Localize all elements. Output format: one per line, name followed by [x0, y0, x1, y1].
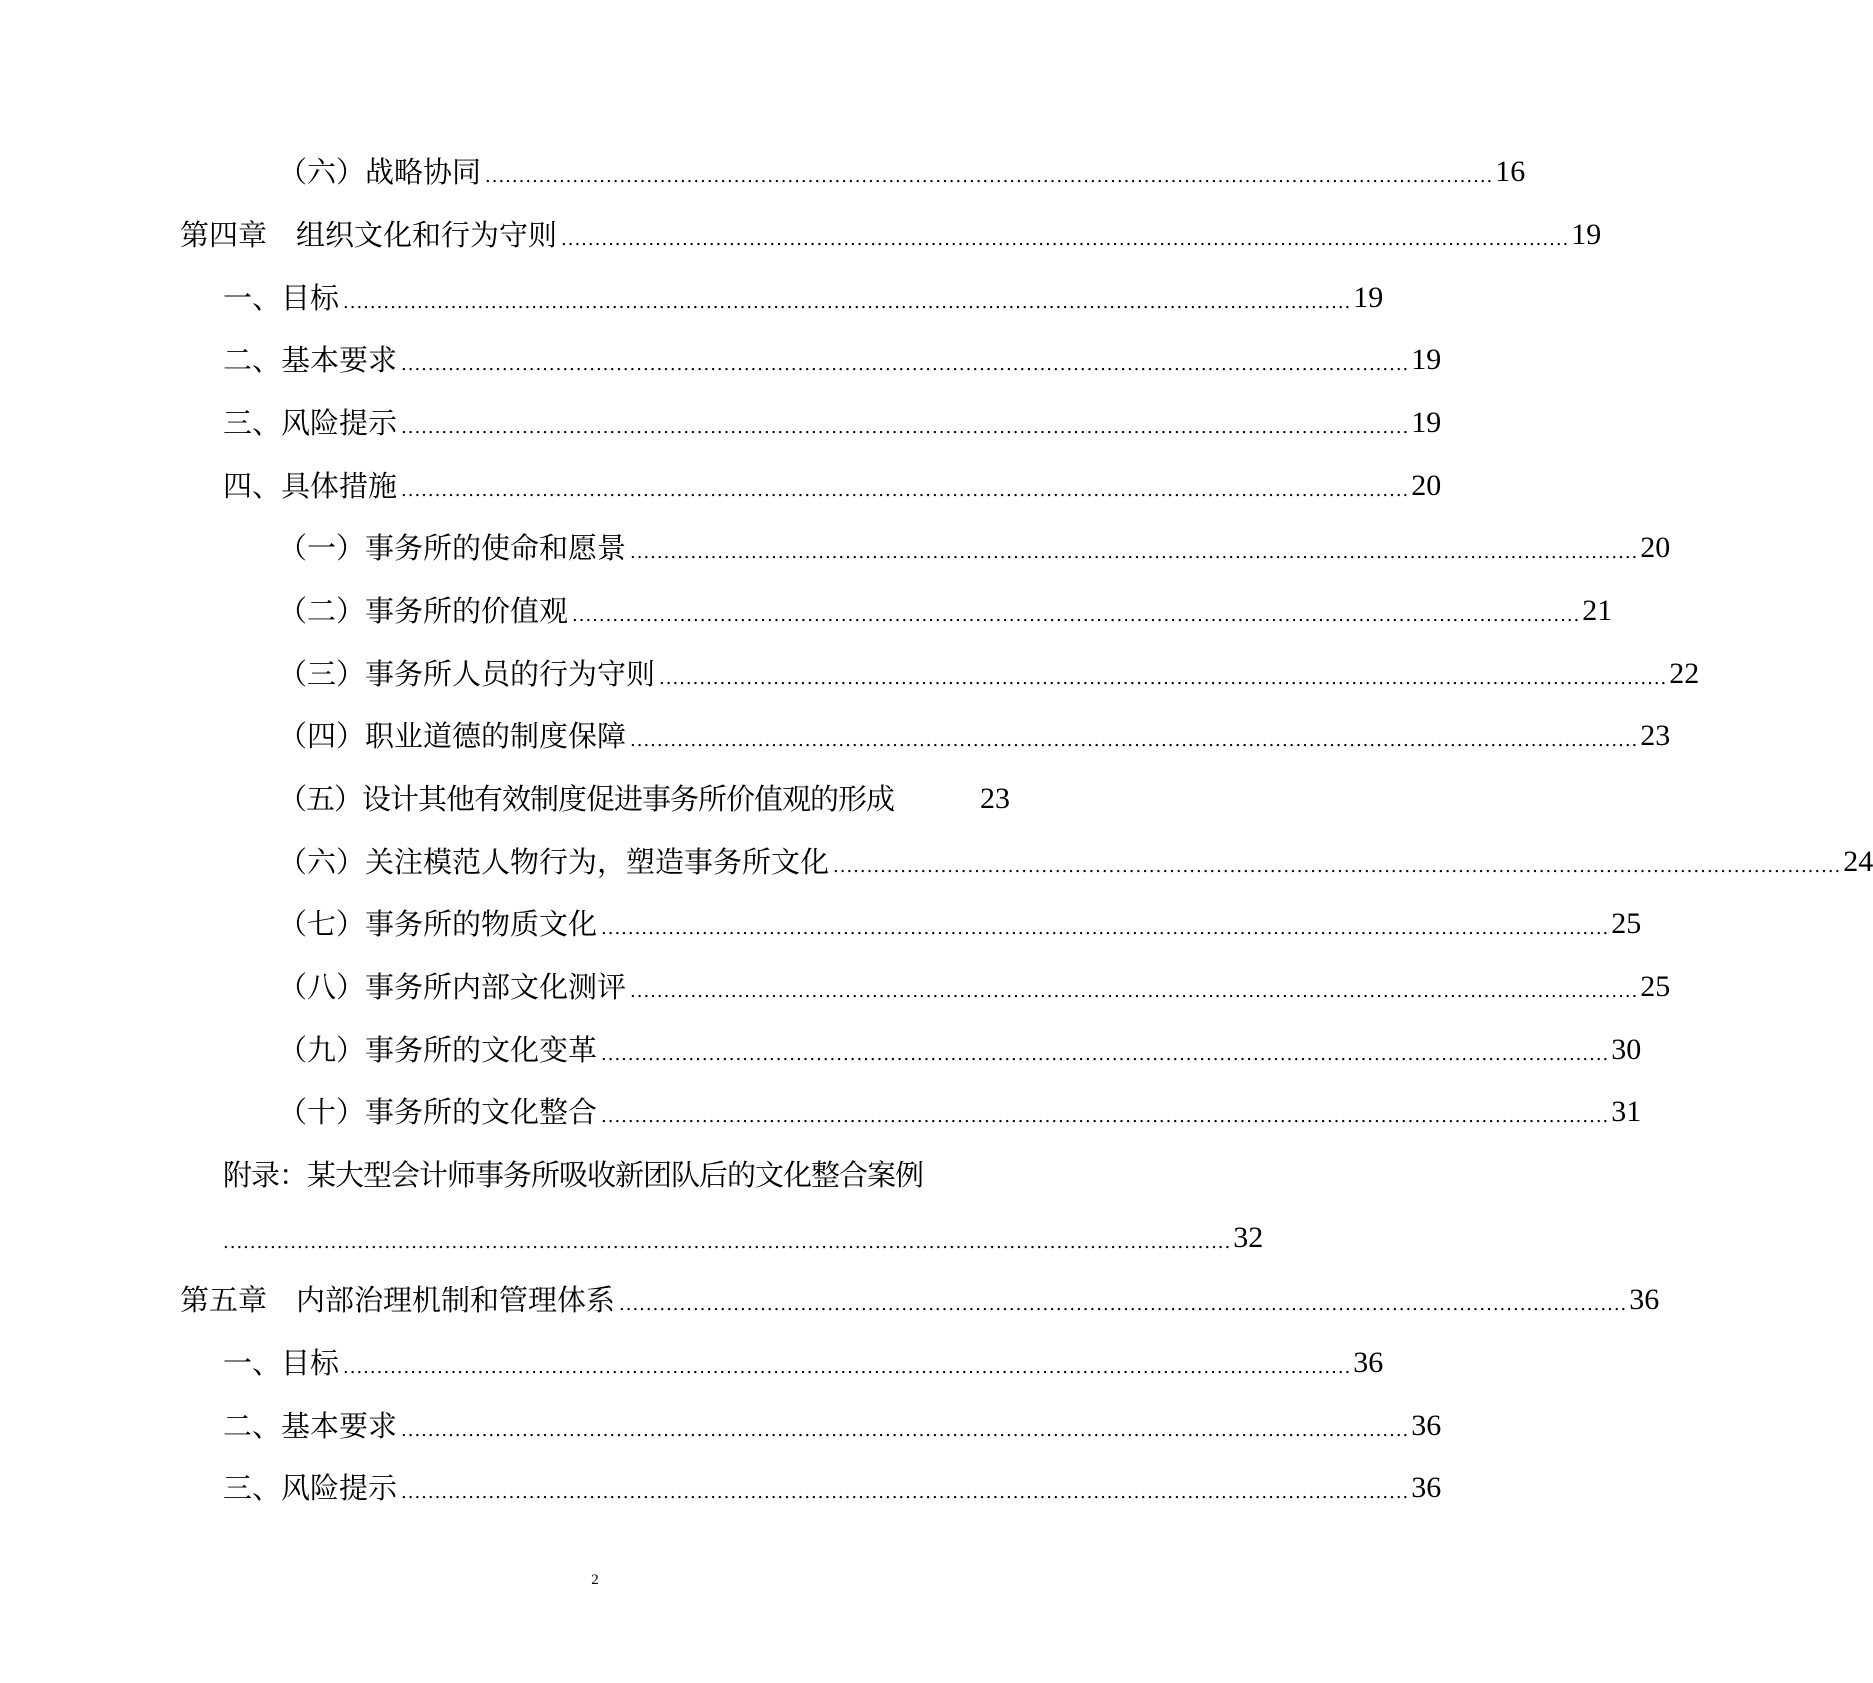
toc-entry[interactable]: [180, 215, 1602, 255]
toc-entry-page: 36: [1353, 1346, 1384, 1379]
toc-entry-title: 三、风险提示: [223, 1471, 398, 1505]
toc-leader-dots: ......................................................................................................................................................: [630, 542, 1639, 563]
toc-entry-title: 第五章 内部治理机制和管理体系: [180, 1283, 616, 1317]
toc-entry-page: 36: [1629, 1283, 1660, 1316]
toc-entry-page: 22: [1669, 657, 1700, 690]
toc-entry-title: （五）设计其他有效制度促进事务所价值观的形成: [278, 782, 895, 816]
toc-leader-dots: ......................................................................................................................................................: [485, 166, 1494, 187]
toc-entry-title: （三）事务所人员的行为守则: [278, 657, 656, 691]
toc-leader-dots: ......................................................................................................................................................: [401, 1420, 1410, 1441]
toc-entry-title: 一、目标: [223, 1346, 340, 1380]
toc-entry-page: 20: [1640, 531, 1671, 564]
toc-leader-dots: ......................................................................................................................................................: [401, 354, 1410, 375]
toc-leader-dots: ......................................................................................................................................................: [659, 668, 1668, 689]
toc-leader-dots: ......................................................................................................................................................: [619, 1294, 1628, 1315]
toc-entry-title: 四、具体措施: [223, 469, 398, 503]
toc-leader-dots: [898, 789, 978, 819]
toc-entry-page: 19: [1571, 218, 1602, 251]
toc-entry-title: （十）事务所的文化整合: [278, 1095, 598, 1129]
toc-entry-title: 一、目标: [223, 281, 340, 315]
toc-entry[interactable]: [223, 466, 1442, 506]
toc-leader-dots: ......................................................................................................................................................: [401, 1482, 1410, 1503]
toc-entry-title: （八）事务所内部文化测评: [278, 970, 627, 1004]
toc-entry-appendix-continuation[interactable]: [223, 1218, 1264, 1258]
toc-leader-dots: ......................................................................................................................................................: [401, 480, 1410, 501]
toc-entry-page: 23: [980, 782, 1010, 815]
toc-leader-dots: ......................................................................................................................................................: [223, 1232, 1232, 1253]
toc-entry-page: 31: [1611, 1095, 1642, 1128]
toc-entry[interactable]: [223, 1468, 1442, 1508]
toc-entry-page: 36: [1411, 1409, 1442, 1442]
toc-entry-title: 二、基本要求: [223, 1409, 398, 1443]
toc-entry-page: 19: [1411, 343, 1442, 376]
toc-entry[interactable]: [278, 1030, 1642, 1070]
toc-entry-title: （六）战略协同: [278, 155, 482, 189]
toc-leader-dots: ......................................................................................................................................................: [630, 730, 1639, 751]
toc-leader-dots: ......................................................................................................................................................: [601, 1106, 1610, 1127]
toc-entry-page: 25: [1640, 970, 1671, 1003]
toc-entry-title: （六）关注模范人物行为，塑造事务所文化: [278, 845, 830, 879]
toc-leader-dots: ......................................................................................................................................................: [561, 229, 1570, 250]
toc-entry[interactable]: [278, 152, 1526, 192]
toc-entry[interactable]: [223, 403, 1442, 443]
toc-leader-dots: ......................................................................................................................................................: [601, 1044, 1610, 1065]
toc-entry-title: 第四章 组织文化和行为守则: [180, 218, 558, 252]
toc-entry-page: 20: [1411, 469, 1442, 502]
toc-leader-dots: ......................................................................................................................................................: [572, 605, 1581, 626]
toc-entry-page: 23: [1640, 719, 1671, 752]
toc-entry-title: 三、风险提示: [223, 406, 398, 440]
toc-entry[interactable]: [278, 779, 1010, 819]
toc-entry[interactable]: [278, 654, 1700, 694]
toc-entry[interactable]: [180, 1280, 1660, 1320]
toc-entry-title: （二）事务所的价值观: [278, 594, 569, 628]
toc-leader-dots: ......................................................................................................................................................: [343, 292, 1352, 313]
toc-leader-dots: ......................................................................................................................................................: [833, 856, 1842, 877]
page-number: 2: [591, 1572, 599, 1588]
toc-entry-title: （四）职业道德的制度保障: [278, 719, 627, 753]
toc-entry[interactable]: [223, 1343, 1384, 1383]
toc-entry-page: 36: [1411, 1471, 1442, 1504]
toc-entry-page: 25: [1611, 907, 1642, 940]
toc-entry-title: （一）事务所的使命和愿景: [278, 531, 627, 565]
toc-leader-dots: ......................................................................................................................................................: [343, 1357, 1352, 1378]
toc-entry[interactable]: [278, 842, 1873, 882]
toc-entry-page: 19: [1353, 281, 1384, 314]
toc-leader-dots: ......................................................................................................................................................: [401, 417, 1410, 438]
toc-entry-title: （九）事务所的文化变革: [278, 1033, 598, 1067]
toc-entry[interactable]: [223, 1406, 1442, 1446]
toc-entry-page: 16: [1495, 155, 1526, 188]
toc-entry-title: 二、基本要求: [223, 343, 398, 377]
toc-leader-dots: ......................................................................................................................................................: [630, 981, 1639, 1002]
toc-entry-page: 32: [1233, 1221, 1264, 1254]
toc-entry-page: 24: [1843, 845, 1873, 878]
toc-entry[interactable]: [278, 528, 1671, 568]
toc-entry[interactable]: [223, 340, 1442, 380]
toc-entry[interactable]: [278, 904, 1642, 944]
toc-entry-page: 30: [1611, 1033, 1642, 1066]
toc-entry-page: 21: [1582, 594, 1613, 627]
toc-entry[interactable]: [278, 1092, 1642, 1132]
toc-entry[interactable]: [278, 967, 1671, 1007]
toc-leader-dots: ......................................................................................................................................................: [601, 918, 1610, 939]
toc-entry[interactable]: [223, 278, 1384, 318]
toc-entry-page: 19: [1411, 406, 1442, 439]
toc-entry[interactable]: [278, 716, 1671, 756]
toc-entry[interactable]: [278, 591, 1613, 631]
toc-entry-appendix-title[interactable]: 附录：某大型会计师事务所吸收新团队后的文化整合案例: [223, 1158, 924, 1192]
toc-entry-title: （七）事务所的物质文化: [278, 907, 598, 941]
